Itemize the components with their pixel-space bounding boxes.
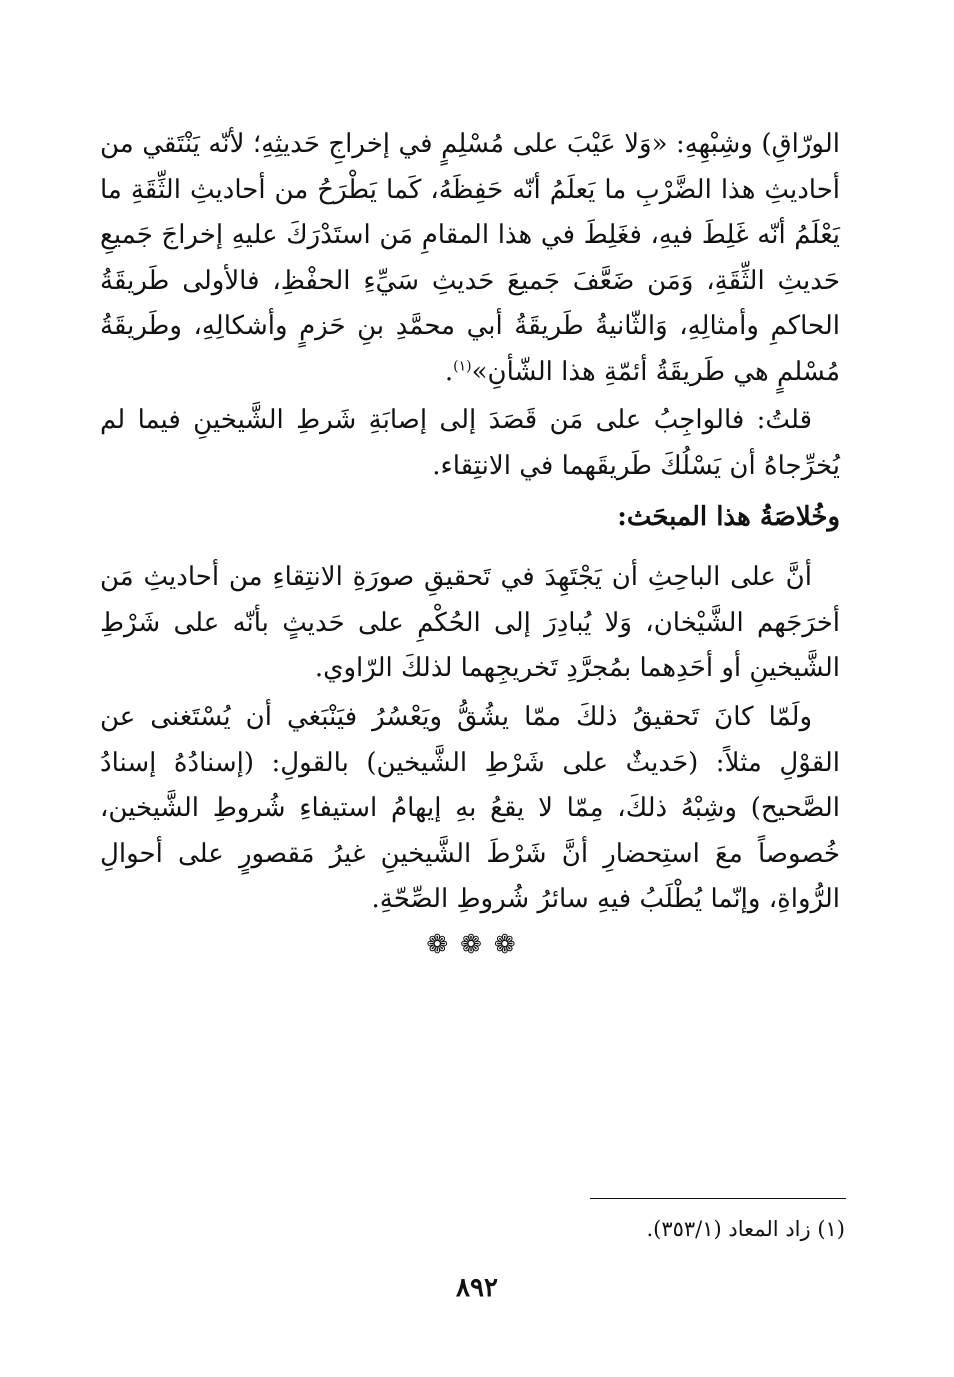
paragraph-4-text: ولَمّا كانَ تَحقيقُ ذلكَ ممّا يشُقُّ ويَعْسُرُ فيَنْبَغي أن يُسْتَغنى عن القوْلِ مثلاً: (حَديثٌ على شَرْطِ الشَّيخين) بالقولِ: (إسنادُهُ إسنادُ الصَّحيح) وشِبْهُ ذلكَ، مِمّا لا يقعُ بهِ إيهامُ استيفاءِ شُروطِ الشَّيخين، خُصوصاً معَ استِحضارِ أنَّ شَرْطَ الشَّيخينِ غيرُ مَقصورٍ على أحوالِ الرُّواةِ، وإنّما يُطْلَبُ فيهِ سائرُ شُروطِ الصِّحّةِ.	[100, 702, 840, 914]
section-heading: وخُلاصَةُ هذا المبحَث:	[617, 502, 840, 532]
footnote-divider	[590, 1198, 846, 1199]
footnote-1: (١) زاد المعاد (٣٥٣/١).	[646, 1217, 845, 1241]
page-number: ٨٩٢	[456, 1273, 498, 1303]
paragraph-conclusion	[100, 695, 840, 923]
paragraph-qultu	[100, 398, 840, 489]
paragraph-3-text: أنَّ على الباحِثِ أن يَجْتَهِدَ في تَحقيقِ صورَةِ الانتِقاءِ من أحاديثِ مَن أخرَجَهم الشَّيْخان، وَلا يُبادِرَ إلى الحُكْمِ على حَديثٍ بأنّه على شَرْطِ الشَّيخينِ أو أحَدِهما بمُجرَّدِ تَخريجِهما لذلكَ الرّاوي.	[100, 562, 840, 683]
paragraph-quote	[100, 122, 840, 395]
footnote-reference: (١)	[453, 357, 472, 374]
ornament-divider: ❁❁❁	[426, 930, 528, 960]
paragraph-1-end: .	[444, 356, 454, 387]
paragraph-2-text: قلتُ: فالواجِبُ على مَن قَصَدَ إلى إصابَةِ شَرطِ الشَّيخينِ فيما لم يُخرِّجاهُ أن يَسْلُكَ طَريقَهما في الانتِقاء.	[100, 405, 840, 481]
paragraph-summary	[100, 555, 840, 692]
paragraph-1-text: الورّاقِ) وشِبْهِهِ: «وَلا عَيْبَ على مُسْلِمٍ في إخراجِ حَديثِهِ؛ لأنّه يَنْتَقي من أحاديثِ هذا الضَّرْبِ ما يَعلَمُ أنّه حَفِظَهُ، كَما يَطْرَحُ من أحاديثِ الثِّقَةِ ما يَعْلَمُ أنّه غَلِطَ فيهِ، فغَلِطَ في هذا المقامِ مَن استَدْرَكَ عليهِ إخراجَ جَميعِ حَديثِ الثِّقَةِ، وَمَن ضَعَّفَ جَميعَ حَديثِ سَيِّءِ الحفْظِ، فالأولى طَريقَةُ الحاكمِ وأمثالِهِ، وَالثّانيةُ طَريقَةُ أبي محمَّدِ بنِ حَزمٍ وأشكالِهِ، وطَريقَةُ مُسْلمٍ هي طَريقَةُ أئمّةِ هذا الشّأنِ»	[100, 129, 840, 387]
